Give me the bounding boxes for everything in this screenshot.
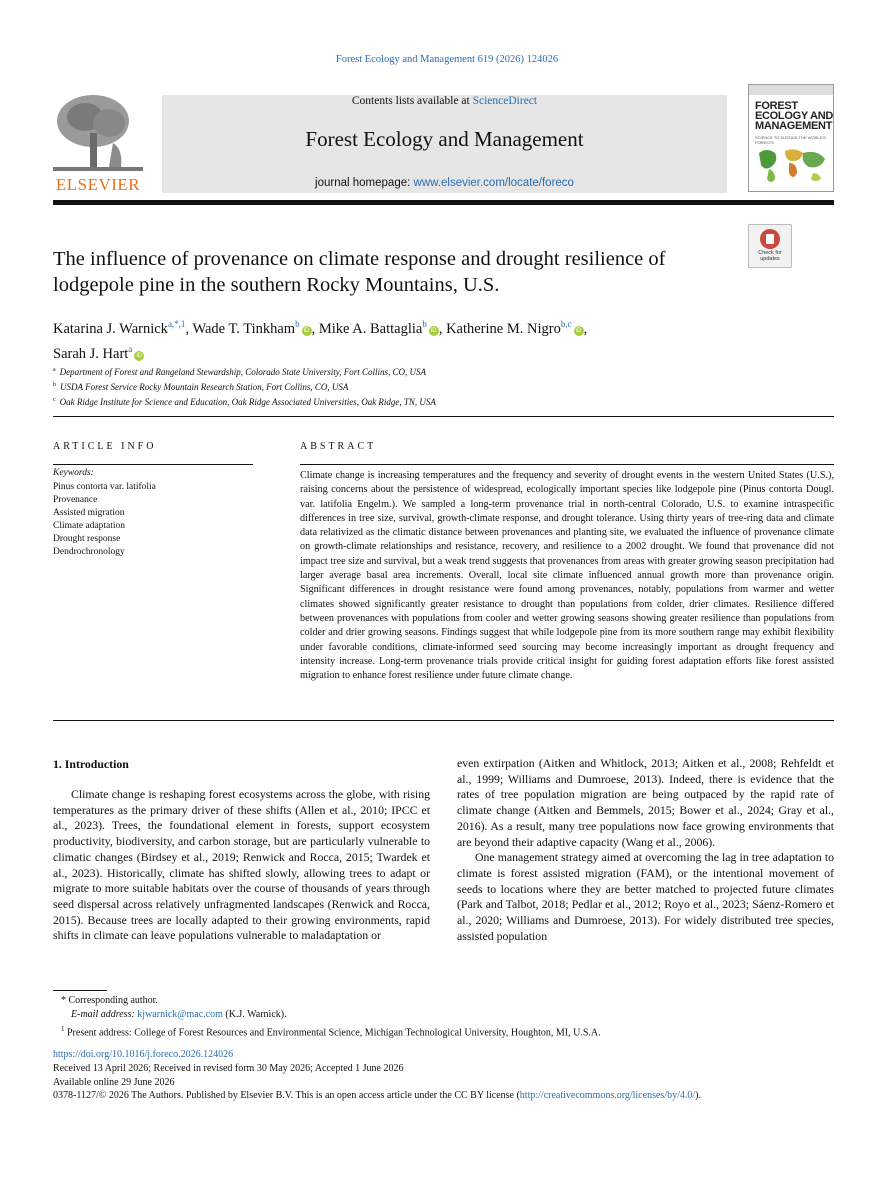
cover-subtitle: SCIENCE TO SUSTAIN THE WORLD'S FORESTS [755,135,826,145]
journal-reference[interactable]: Forest Ecology and Management 619 (2026) 124026 [335,54,559,65]
homepage-prefix: journal homepage: [315,177,411,189]
article-metadata [53,1048,701,1103]
intro-paragraph: One management strategy aimed at overcoming the lag in tree adaptation to climate is forest assisted migration (FAM), or the intentional movement of seeds to locations where they are better matched to projected future climates (Park and Talbot, 2018; Pedlar et al., 2012; Royo et al., 2023; Sáenz-Romero et al., 2020; Williams and Dumroese, 2013). For widely distributed tree species, assisted population [457,850,834,943]
affiliation-key: a [53,367,56,373]
journal-banner [162,95,727,193]
affiliation-text: Department of Forest and Rangeland Stewardship, Colorado State University, Fort Collins, CO, USA [59,367,426,377]
copyright-text: 0378-1127/© 2026 The Authors. Published by Elsevier B.V. This is an open access article under the CC BY license ( [53,1090,520,1102]
footnotes [61,994,601,1040]
affiliation-key: c [53,397,56,403]
footnote-rule [53,990,107,991]
journal-title: Forest Ecology and Management [305,127,584,151]
copyright-suffix: ). [695,1090,701,1102]
author-affil-sup[interactable]: a [128,343,133,354]
footnote-corresponding: * Corresponding author. [61,995,158,1006]
affiliation-text: USDA Forest Service Rocky Mountain Research Station, Fort Collins, CO, USA [60,382,349,392]
affiliation-item [53,394,436,409]
author-name[interactable]: Wade T. Tinkham [192,320,296,337]
intro-paragraph: even extirpation (Aitken and Whitlock, 2013; Aitken et al., 2008; Rehfeldt et al., 1999; Williams and Dumroese, 2013). Indeed, there is evidence that the rates of tree population migration are being outpaced by the rapid rate of climate change (Aitken and Bemmels, 2015; Bower et al., 2024; Gray et al., 2016). As a result, many tree populations now face growing environments that are beyond their adaptive capacity (Wang et al., 2006). [457,756,834,849]
license-link[interactable]: http://creativecommons.org/licenses/by/4.0/ [519,1090,696,1102]
world-map-icon [753,143,829,187]
section-heading-introduction: 1. Introduction [53,757,129,771]
orcid-icon[interactable]: iD [302,326,312,336]
check-for-updates-button[interactable] [748,224,792,268]
keyword-item: Dendrochronology [53,547,125,557]
abstract-heading: ABSTRACT [300,441,377,452]
article-info-heading: ARTICLE INFO [53,441,157,452]
affiliation-item [53,379,436,394]
present-address-text: Present address: College of Forest Resources and Environmental Science, Michigan Technological University, Houghton, MI, U.S.A. [67,1027,601,1039]
check-updates-icon [760,229,780,249]
contents-prefix: Contents lists available at [351,95,470,107]
contents-line [162,95,727,107]
journal-homepage-line [162,177,727,189]
header-divider [53,200,834,205]
cover-title-line2: ECOLOGY AND [755,110,833,122]
footnote-present-address: $^1$ Present address: College of Forest Resources and Environmental Science, Michigan Technological University, Houghton, MI, U.S.A. [61,1025,601,1039]
keyword-item: Provenance [53,495,98,505]
check-updates-label: Check for updates [758,250,782,262]
cover-title-line3: MANAGEMENT [755,120,833,132]
affiliations-divider [53,416,834,417]
author-affil-sup[interactable]: a,*,1 [167,319,186,329]
cover-title [755,101,833,131]
author-list: Katarina J. Warnick$^{a,*,1}$, Wade T. Tinkham$^b$iD , Mike A. Battaglia$^b$iD , Katherine M. Nigro$^{b,c}$iD , Sarah J. Hart$^a$iD [53,319,588,362]
author-name[interactable]: Katherine M. Nigro [446,320,561,337]
abstract-divider [53,720,834,721]
sciencedirect-link[interactable]: ScienceDirect [472,95,538,107]
body-column-right [457,756,834,944]
author-name[interactable]: Mike A. Battaglia [318,320,423,337]
received-dates: Received 13 April 2026; Received in revised form 30 May 2026; Accepted 1 June 2026 [53,1062,404,1074]
email-label: E-mail address: [71,1009,135,1020]
orcid-icon[interactable]: iD [574,326,584,336]
author-affil-sup[interactable]: b [422,319,427,329]
keyword-item: Assisted migration [53,508,125,518]
keywords-list [53,481,156,559]
keywords-label: Keywords: [53,468,94,478]
author-name[interactable]: Katarina J. Warnick [53,320,168,337]
abstract-rule [300,464,834,465]
article-title: The influence of provenance on climate response and drought resilience of lodgepole pine in the southern Rocky Mountains, U.S. [53,248,666,296]
keyword-item: Drought response [53,534,121,544]
keyword-item: Pinus contorta var. latifolia [53,482,156,492]
affiliation-text: Oak Ridge Institute for Science and Education, Oak Ridge Associated Universities, Oak Ridge, TN, USA [59,397,436,407]
elsevier-logo [53,93,143,193]
author-affil-sup[interactable]: b,c [560,319,572,329]
publisher-name: ELSEVIER [55,175,141,194]
doi-link[interactable]: https://doi.org/10.1016/j.foreco.2026.124026 [53,1049,234,1060]
homepage-link[interactable]: www.elsevier.com/locate/foreco [413,177,574,189]
email-link[interactable]: kjwarnick@mac.com [137,1009,223,1020]
article-info-rule [53,464,253,465]
body-column-left [53,787,430,944]
author-name[interactable]: Sarah J. Hart [53,345,129,362]
cover-title-line1: FOREST [755,100,798,112]
copyright-line [53,1089,701,1103]
keyword-item: Climate adaptation [53,521,126,531]
author-affil-sup[interactable]: b [295,319,300,329]
orcid-icon[interactable]: iD [429,326,439,336]
affiliation-key: b [53,382,56,388]
affiliation-item [53,364,436,379]
available-online: Available online 29 June 2026 [53,1076,175,1088]
journal-cover[interactable] [748,84,834,192]
intro-paragraph: Climate change is reshaping forest ecosystems across the globe, with rising temperatures as the primary driver of these shifts (Allen et al., 2010; IPCC et al., 2023). Trees, the foundational element in forests, support ecosystem productivity, biodiversity, and carbon storage, but are particularly vulnerable to climatic changes (Birdsey et al., 2019; Renwick and Rocca, 2015; Twardek et al., 2023). Historically, climate has shifted slowly, allowing trees to adapt or migrate to more suitable habitats over the course of thousands of years through seed dispersal across relatively unfragmented landscapes (Renwick and Rocca, 2015). Because trees are locally adapted to their growing environments, rapid shifts in climate can leave populations vulnerable to maladaptation or [53,787,430,943]
cover-header-bar [749,85,833,95]
footnote-corresponding-text: Corresponding author. [68,995,158,1006]
orcid-icon[interactable]: iD [134,351,144,361]
email-suffix: (K.J. Warnick). [225,1009,287,1020]
abstract-text: Climate change is increasing temperatures and the frequency and severity of drought events in the western United States (U.S.), raising concerns about the persistence of widespread, ecologically important species like lodgepole pine (Pinus contorta Dougl. var. latifolia Engelm.). We sampled a long-term provenance trial in north-central Colorado, U.S. to examine intraspecific differences in tree size, survival, growth-climate response, and drought tolerance. Using thirty years of tree-ring data and climate data relativized as the climatic distance between provenances and planting site, we evaluated the influence of provenance climate on growth-climate relationships and resistance, recovery, and resilience to a 2002 drought. We found that provenance did not impact tree size and survival, but a weak trend suggests that provenances from areas with greater growing season precipitation had larger average basal area increments. Overall, local site climate influenced annual growth more than provenance origin. Significant differences in drought resistance were found among provenances, notably, populations from warmer and wetter climates showed significantly greater resistance to drought than populations from colder, drier climates. Resilience differed between provenances with populations from cooler and wetter growing seasons showing greater resilience than populations from colder and drier growing seasons. Findings suggest that while lodgepole pine from its more southern range may exhibit flexibility under favorable conditions, climate-informed seed sourcing may become increasingly important as drought frequency and intensity increase. Long-term provenance trials provide critical insight for guiding forest adaptation efforts like forest assisted migration to enhance forest resilience under future climate change. [300,470,834,682]
footnote-email [61,1008,601,1022]
affiliations [53,364,436,409]
